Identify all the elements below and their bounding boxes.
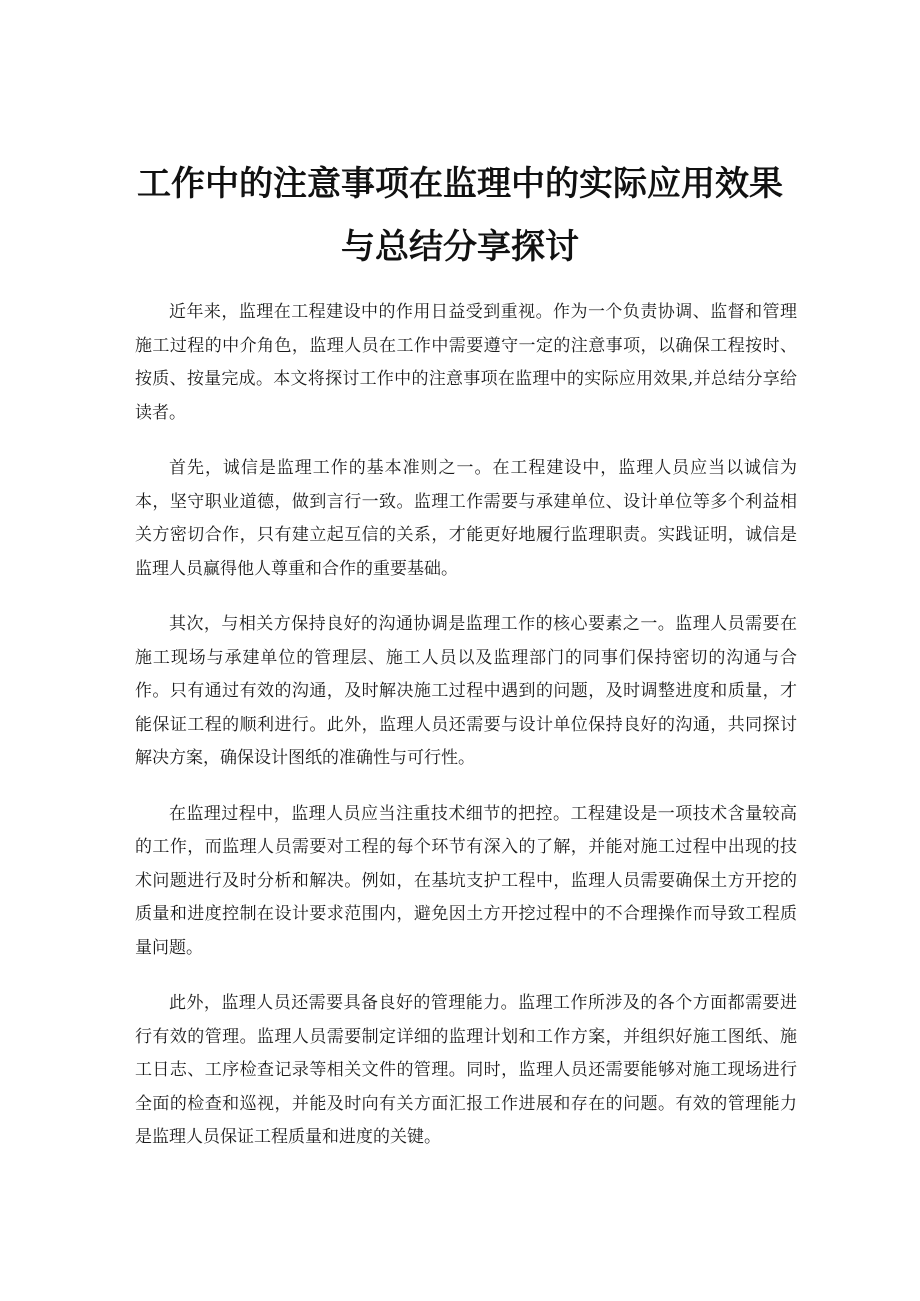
paragraph-technical-detail: 在监理过程中，监理人员应当注重技术细节的把控。工程建设是一项技术含量较高的工作，而监理人员需要对工程的每个环节有深入的了解，并能对施工过程中出现的技术问题进行及时分析和解决。例如，在基坑支护工程中，监理人员需要确保土方开挖的质量和进度控制在设计要求范围内，避免因土方开挖过程中的不合理操作而导致工程质量问题。 [135, 803, 797, 958]
paragraph-management: 此外，监理人员还需要具备良好的管理能力。监理工作所涉及的各个方面都需要进行有效的管理。监理人员需要制定详细的监理计划和工作方案，并组织好施工图纸、施工日志、工序检查记录等相关文件的管理。同时，监理人员还需要能够对施工现场进行全面的检查和巡视，并能及时向有关方面汇报工作进展和存在的问题。有效的管理能力是监理人员保证工程质量和进度的关键。 [135, 993, 797, 1147]
paragraph-communication: 其次，与相关方保持良好的沟通协调是监理工作的核心要素之一。监理人员需要在施工现场与承建单位的管理层、施工人员以及监理部门的同事们保持密切的沟通与合作。只有通过有效的沟通，及时解决施工过程中遇到的问题，及时调整进度和质量，才能保证工程的顺利进行。此外，监理人员还需要与设计单位保持良好的沟通，共同探讨解决方案，确保设计图纸的准确性与可行性。 [135, 614, 797, 768]
document-title-line-2: 与总结分享探讨 [341, 227, 579, 267]
document-body [135, 296, 797, 1177]
paragraph-intro: 近年来，监理在工程建设中的作用日益受到重视。作为一个负责协调、监督和管理施工过程的中介角色，监理人员在工作中需要遵守一定的注意事项，以确保工程按时、按质、按量完成。本文将探讨工作中的注意事项在监理中的实际应用效果,并总结分享给读者。 [135, 302, 797, 423]
paragraph-integrity: 首先，诚信是监理工作的基本准则之一。在工程建设中，监理人员应当以诚信为本，坚守职业道德，做到言行一致。监理工作需要与承建单位、设计单位等多个利益相关方密切合作，只有建立起互信的关系，才能更好地履行监理职责。实践证明，诚信是监理人员赢得他人尊重和合作的重要基础。 [135, 458, 797, 579]
document-title-line-1: 工作中的注意事项在监理中的实际应用效果 [137, 164, 783, 204]
